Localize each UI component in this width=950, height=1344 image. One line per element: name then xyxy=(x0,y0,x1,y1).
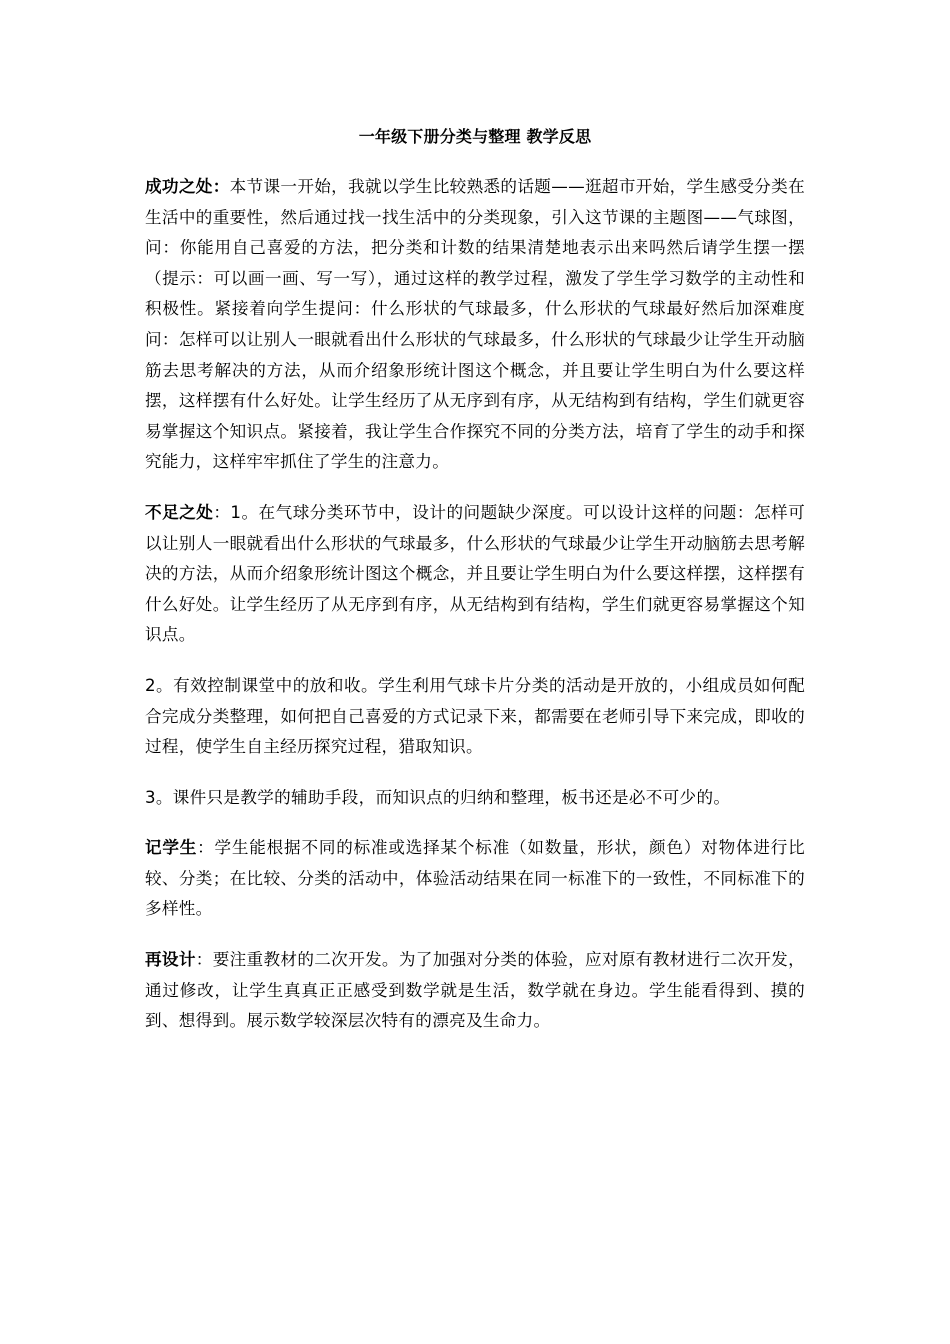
section-shortcomings xyxy=(145,498,805,651)
section-point-3 xyxy=(145,783,805,814)
section-text: ：要注重教材的二次开发。为了加强对分类的体验，应对原有教材进行二次开发，通过修改，让学生真真正正感受到数学就是生活，数学就在身边。学生能看得到、摸的到、想得到。展示数学较深层次特有的漂亮及生命力。 xyxy=(145,950,805,1031)
section-success xyxy=(145,172,805,478)
section-label: 记学生 xyxy=(145,838,198,858)
section-text: 本节课一开始，我就以学生比较熟悉的话题——逛超市开始，学生感受分类在生活中的重要性，然后通过找一找生活中的分类现象，引入这节课的主题图——气球图，问：你能用自己喜爱的方法，把分类和计数的结果清楚地表示出来吗然后请学生摆一摆（提示：可以画一画、写一写），通过这样的教学过程，激发了学生学习数学的主动性和积极性。紧接着向学生提问：什么形状的气球最多，什么形状的气球最好然后加深难度问：怎样可以让别人一眼就看出什么形状的气球最多，什么形状的气球最少让学生开动脑筋去思考解决的方法，从而介绍象形统计图这个概念，并且要让学生明白为什么要这样摆，这样摆有什么好处。让学生经历了从无序到有序，从无结构到有结构，学生们就更容易掌握这个知识点。紧接着，我让学生合作探究不同的分类方法，培育了学生的动手和探究能力，这样牢牢抓住了学生的注意力。 xyxy=(145,177,805,472)
section-point-2 xyxy=(145,671,805,763)
section-label: 再设计 xyxy=(145,950,196,970)
section-text: 2。有效控制课堂中的放和收。学生利用气球卡片分类的活动是开放的，小组成员如何配合完成分类整理，如何把自己喜爱的方式记录下来，都需要在老师引导下来完成，即收的过程，使学生自主经历探究过程，猎取知识。 xyxy=(145,675,805,757)
section-text: 3。课件只是教学的辅助手段，而知识点的归纳和整理，板书还是必不可少的。 xyxy=(145,787,731,807)
section-label: 不足之处 xyxy=(145,502,214,522)
document-title: 一年级下册分类与整理 教学反思 xyxy=(358,127,592,146)
section-text: ：学生能根据不同的标准或选择某个标准（如数量，形状，颜色）对物体进行比较、分类；在比较、分类的活动中，体验活动结果在同一标准下的一致性，不同标准下的多样性。 xyxy=(145,838,806,919)
section-label: 成功之处： xyxy=(145,177,230,196)
section-text: ：1。在气球分类环节中，设计的问题缺少深度。可以设计这样的问题：怎样可以让别人一眼就看出什么形状的气球最多，什么形状的气球最少让学生开动脑筋去思考解决的方法，从而介绍象形统计图这个概念，并且要让学生明白为什么要这样摆，这样摆有什么好处。让学生经历了从无序到有序，从无结构到有结构，学生们就更容易掌握这个知识点。 xyxy=(145,502,806,645)
section-redesign xyxy=(145,945,805,1037)
section-students xyxy=(145,833,805,925)
document-body xyxy=(145,172,805,1057)
